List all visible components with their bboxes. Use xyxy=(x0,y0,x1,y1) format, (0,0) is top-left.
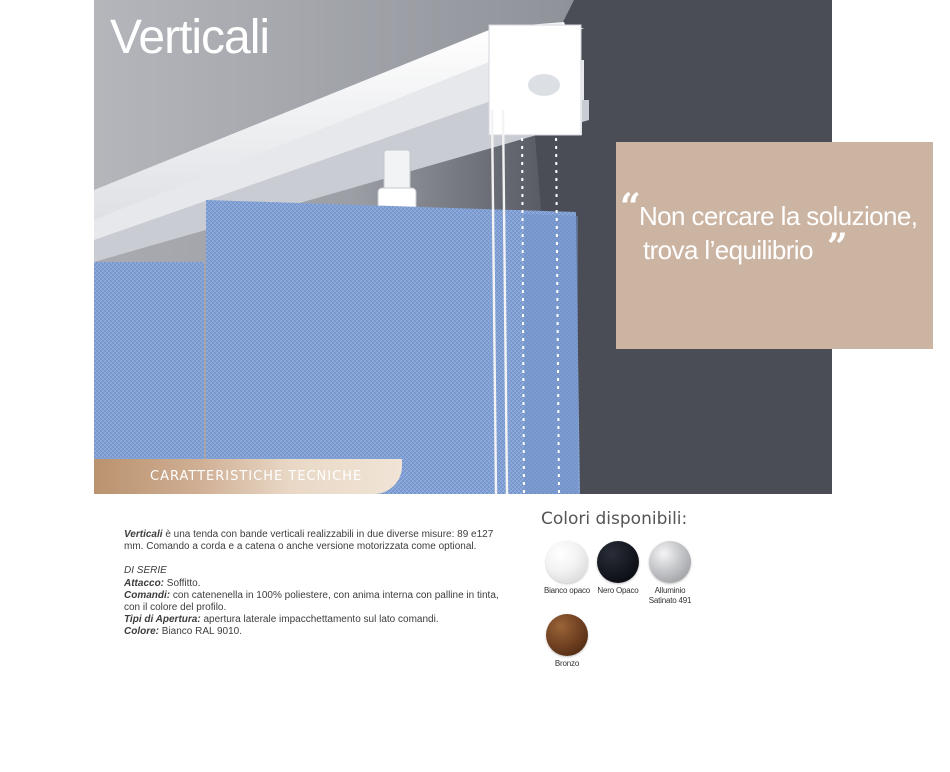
series-heading: DI SERIE xyxy=(124,565,167,577)
badge-label: CARATTERISTICHE TECNICHE xyxy=(150,469,363,484)
quote-line-1: Non cercare la soluzione, xyxy=(639,201,918,231)
swatch-disc xyxy=(546,614,588,656)
intro-paragraph xyxy=(124,529,512,553)
spec-attacco: Attacco: Soffitto. xyxy=(124,577,201,589)
swatch-alluminio-satinato[interactable] xyxy=(630,541,710,606)
swatch-label: Bronzo xyxy=(554,659,580,668)
spec-colore: Colore: Bianco RAL 9010. xyxy=(124,626,243,638)
product-description xyxy=(124,529,512,639)
swatch-label: Bianco opaco xyxy=(543,586,591,595)
quote-line-2: trova l’equilibrio xyxy=(643,235,813,265)
swatch-disc xyxy=(649,541,691,583)
technical-features-badge xyxy=(94,459,402,494)
spec-comandi: Comandi: con catenenella in 100% poliestere, con anima interna con palline in tinta, con il colore del profilo. xyxy=(124,589,499,614)
swatch-bronzo[interactable] xyxy=(527,614,607,669)
hero-title: Verticali xyxy=(110,11,270,64)
swatch-label: Nero Opaco xyxy=(597,586,639,595)
product-name: Verticali xyxy=(124,529,163,540)
spec-apertura: Tipi di Apertura: apertura laterale impacchettamento sul lato comandi. xyxy=(124,614,439,626)
intro-text: è una tenda con bande verticali realizzabili in due diverse misure: 89 e127 mm. Comando a corda e a catena o anche versione motorizzata come optional. xyxy=(124,529,494,553)
colors-title: Colori disponibili: xyxy=(541,509,688,529)
swatch-label: Alluminio Satinato 491 xyxy=(648,586,692,605)
close-quote-icon: ” xyxy=(827,226,848,268)
quote-box xyxy=(616,142,933,349)
open-quote-icon: “ xyxy=(620,186,641,228)
